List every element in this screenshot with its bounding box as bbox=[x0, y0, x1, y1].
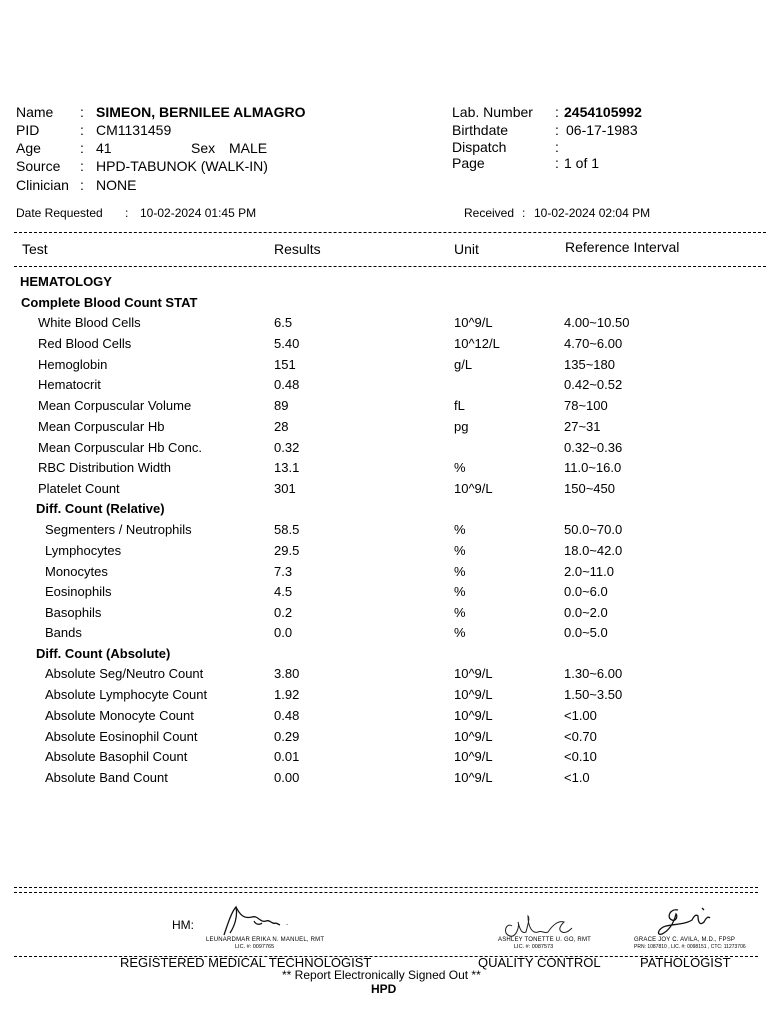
test-reference: 2.0~11.0 bbox=[564, 564, 615, 579]
test-unit: 10^9/L bbox=[454, 708, 493, 723]
source-label: Source bbox=[16, 158, 61, 174]
table-row bbox=[0, 666, 768, 686]
patient-name: SIMEON, BERNILEE ALMAGRO bbox=[96, 104, 306, 120]
test-name: Absolute Band Count bbox=[45, 770, 168, 785]
header-rule-bottom bbox=[14, 266, 766, 267]
colon: : bbox=[555, 122, 559, 138]
qc-name: ASHLEY TONETTE U. GO, RMT bbox=[498, 937, 592, 943]
test-result: 4.5 bbox=[274, 584, 293, 599]
test-result: 28 bbox=[274, 419, 289, 434]
test-name: Red Blood Cells bbox=[38, 336, 132, 351]
test-result: 13.1 bbox=[274, 460, 300, 475]
test-reference: 135~180 bbox=[564, 357, 615, 372]
table-row bbox=[0, 605, 768, 625]
test-result: 89 bbox=[274, 398, 289, 413]
medtech-role: REGISTERED MEDICAL TECHNOLOGIST bbox=[120, 955, 372, 970]
test-name: Monocytes bbox=[45, 564, 108, 579]
test-reference: 0.0~6.0 bbox=[564, 584, 608, 599]
pathologist-signature-icon bbox=[648, 904, 718, 938]
patient-source: HPD-TABUNOK (WALK-IN) bbox=[96, 158, 268, 174]
test-result: 151 bbox=[274, 357, 296, 372]
test-reference: 4.70~6.00 bbox=[564, 336, 623, 351]
test-unit: 10^9/L bbox=[454, 666, 493, 681]
patient-age: 41 bbox=[96, 140, 112, 156]
test-unit: 10^9/L bbox=[454, 749, 493, 764]
patient-clinician: NONE bbox=[96, 177, 137, 193]
test-result: 1.92 bbox=[274, 687, 300, 702]
table-row bbox=[0, 419, 768, 439]
table-row bbox=[0, 625, 768, 645]
test-unit: 10^9/L bbox=[454, 687, 493, 702]
table-row bbox=[0, 708, 768, 728]
test-reference: 0.32~0.36 bbox=[564, 440, 623, 455]
section-title: HEMATOLOGY bbox=[20, 274, 112, 289]
test-name: Absolute Monocyte Count bbox=[45, 708, 194, 723]
test-reference: 18.0~42.0 bbox=[564, 543, 623, 558]
medtech-license: LIC. #: 0097765 bbox=[235, 944, 275, 950]
test-result: 6.5 bbox=[274, 315, 293, 330]
test-name: Basophils bbox=[45, 605, 102, 620]
test-name: Bands bbox=[45, 625, 82, 640]
age-label: Age bbox=[16, 140, 41, 156]
test-reference: 78~100 bbox=[564, 398, 608, 413]
clinician-label: Clinician bbox=[16, 177, 69, 193]
table-row bbox=[0, 460, 768, 480]
test-unit: % bbox=[454, 605, 466, 620]
diff-relative-title: Diff. Count (Relative) bbox=[36, 501, 165, 516]
col-results: Results bbox=[274, 241, 321, 257]
diff-absolute-title: Diff. Count (Absolute) bbox=[36, 646, 171, 661]
col-unit: Unit bbox=[454, 241, 479, 257]
dispatch-label: Dispatch bbox=[452, 139, 507, 155]
pid-label: PID bbox=[16, 122, 40, 138]
colon: : bbox=[555, 104, 559, 120]
col-test: Test bbox=[22, 241, 48, 257]
table-row bbox=[0, 481, 768, 501]
footer-rule bbox=[14, 887, 758, 893]
table-row bbox=[0, 770, 768, 790]
test-result: 0.32 bbox=[274, 440, 300, 455]
test-result: 29.5 bbox=[274, 543, 300, 558]
test-reference: 27~31 bbox=[564, 419, 601, 434]
test-result: 0.48 bbox=[274, 377, 300, 392]
test-name: Hematocrit bbox=[38, 377, 101, 392]
test-reference: <0.10 bbox=[564, 749, 597, 764]
name-label: Name bbox=[16, 104, 54, 120]
pathologist-license: PRN: 1087810 , LIC. #: 0098151 , CTC: 11273706 bbox=[634, 944, 746, 950]
test-unit: g/L bbox=[454, 357, 473, 372]
colon: : bbox=[80, 122, 84, 138]
test-result: 3.80 bbox=[274, 666, 300, 681]
table-row bbox=[0, 315, 768, 335]
panel-title: Complete Blood Count STAT bbox=[21, 295, 198, 310]
test-unit: pg bbox=[454, 419, 469, 434]
table-row bbox=[0, 749, 768, 769]
test-result: 301 bbox=[274, 481, 296, 496]
table-row bbox=[0, 440, 768, 460]
patient-sex: MALE bbox=[229, 140, 268, 156]
test-unit: % bbox=[454, 584, 466, 599]
medtech-signature-icon bbox=[214, 903, 294, 939]
test-reference: 0.42~0.52 bbox=[564, 377, 623, 392]
test-reference: <0.70 bbox=[564, 729, 597, 744]
table-row bbox=[0, 336, 768, 356]
colon: : bbox=[80, 104, 84, 120]
test-unit: 10^9/L bbox=[454, 315, 493, 330]
table-row bbox=[0, 564, 768, 584]
table-row bbox=[0, 398, 768, 418]
test-name: Lymphocytes bbox=[45, 543, 122, 558]
test-name: Absolute Eosinophil Count bbox=[45, 729, 198, 744]
test-name: Eosinophils bbox=[45, 584, 112, 599]
table-row bbox=[0, 377, 768, 397]
date-requested: 10-02-2024 01:45 PM bbox=[140, 206, 257, 220]
colon: : bbox=[555, 155, 559, 171]
test-unit: % bbox=[454, 522, 466, 537]
test-reference: 0.0~5.0 bbox=[564, 625, 608, 640]
birthdate-label: Birthdate bbox=[452, 122, 509, 138]
test-name: Mean Corpuscular Volume bbox=[38, 398, 192, 413]
test-result: 58.5 bbox=[274, 522, 300, 537]
test-unit: % bbox=[454, 543, 466, 558]
lab-number: 2454105992 bbox=[564, 104, 642, 120]
patient-pid: CM1131459 bbox=[96, 122, 172, 138]
test-unit: % bbox=[454, 564, 466, 579]
colon: : bbox=[555, 139, 559, 155]
test-unit: 10^9/L bbox=[454, 729, 493, 744]
test-unit: % bbox=[454, 625, 466, 640]
colon: : bbox=[522, 206, 526, 220]
test-result: 0.00 bbox=[274, 770, 300, 785]
received-label: Received bbox=[464, 206, 515, 220]
colon: : bbox=[80, 177, 84, 193]
colon: : bbox=[80, 140, 84, 156]
test-reference: 4.00~10.50 bbox=[564, 315, 630, 330]
col-reference: Reference Interval bbox=[565, 239, 680, 255]
test-reference: 0.0~2.0 bbox=[564, 605, 608, 620]
test-name: Absolute Basophil Count bbox=[45, 749, 188, 764]
lab-number-label: Lab. Number bbox=[452, 104, 533, 120]
colon: : bbox=[125, 206, 129, 220]
qc-license: LIC. #: 0087573 bbox=[514, 944, 554, 950]
medtech-name: LEUNARDMAR ERIKA N. MANUEL, RMT bbox=[206, 937, 325, 943]
birthdate: 06-17-1983 bbox=[566, 122, 638, 138]
pathologist-role: PATHOLOGIST bbox=[640, 955, 731, 970]
table-row bbox=[0, 522, 768, 542]
test-unit: 10^9/L bbox=[454, 770, 493, 785]
test-unit: 10^9/L bbox=[454, 481, 493, 496]
hm-label: HM: bbox=[172, 918, 194, 932]
signed-out-note: ** Report Electronically Signed Out ** bbox=[282, 968, 481, 982]
test-reference: 150~450 bbox=[564, 481, 615, 496]
test-result: 0.2 bbox=[274, 605, 293, 620]
test-name: Platelet Count bbox=[38, 481, 120, 496]
page-number: 1 of 1 bbox=[564, 155, 600, 171]
table-row bbox=[0, 687, 768, 707]
table-row bbox=[0, 543, 768, 563]
test-unit: fL bbox=[454, 398, 465, 413]
test-name: RBC Distribution Width bbox=[38, 460, 171, 475]
test-name: Absolute Lymphocyte Count bbox=[45, 687, 208, 702]
svg-text:.: . bbox=[286, 918, 289, 927]
date-received: 10-02-2024 02:04 PM bbox=[534, 206, 651, 220]
test-reference: 11.0~16.0 bbox=[564, 460, 622, 475]
table-row bbox=[0, 584, 768, 604]
table-row bbox=[0, 729, 768, 749]
header-rule-top bbox=[14, 232, 766, 233]
test-name: Absolute Seg/Neutro Count bbox=[45, 666, 204, 681]
test-reference: <1.00 bbox=[564, 708, 597, 723]
table-row bbox=[0, 357, 768, 377]
test-result: 0.0 bbox=[274, 625, 293, 640]
sex-label: Sex bbox=[191, 140, 216, 156]
test-result: 0.48 bbox=[274, 708, 300, 723]
test-result: 7.3 bbox=[274, 564, 293, 579]
colon: : bbox=[80, 158, 84, 174]
test-result: 0.01 bbox=[274, 749, 300, 764]
test-name: White Blood Cells bbox=[38, 315, 141, 330]
test-reference: <1.0 bbox=[564, 770, 590, 785]
test-unit: % bbox=[454, 460, 466, 475]
test-reference: 50.0~70.0 bbox=[564, 522, 623, 537]
test-reference: 1.50~3.50 bbox=[564, 687, 623, 702]
test-name: Mean Corpuscular Hb Conc. bbox=[38, 440, 203, 455]
org-code: HPD bbox=[371, 982, 397, 996]
pathologist-name: GRACE JOY C. AVILA, M.D., FPSP bbox=[634, 937, 736, 943]
test-name: Segmenters / Neutrophils bbox=[45, 522, 192, 537]
page-label: Page bbox=[452, 155, 485, 171]
test-name: Hemoglobin bbox=[38, 357, 108, 372]
qc-role: QUALITY CONTROL bbox=[478, 955, 601, 970]
test-result: 0.29 bbox=[274, 729, 300, 744]
test-result: 5.40 bbox=[274, 336, 300, 351]
test-reference: 1.30~6.00 bbox=[564, 666, 623, 681]
date-requested-label: Date Requested bbox=[16, 206, 103, 220]
test-unit: 10^12/L bbox=[454, 336, 500, 351]
test-name: Mean Corpuscular Hb bbox=[38, 419, 165, 434]
